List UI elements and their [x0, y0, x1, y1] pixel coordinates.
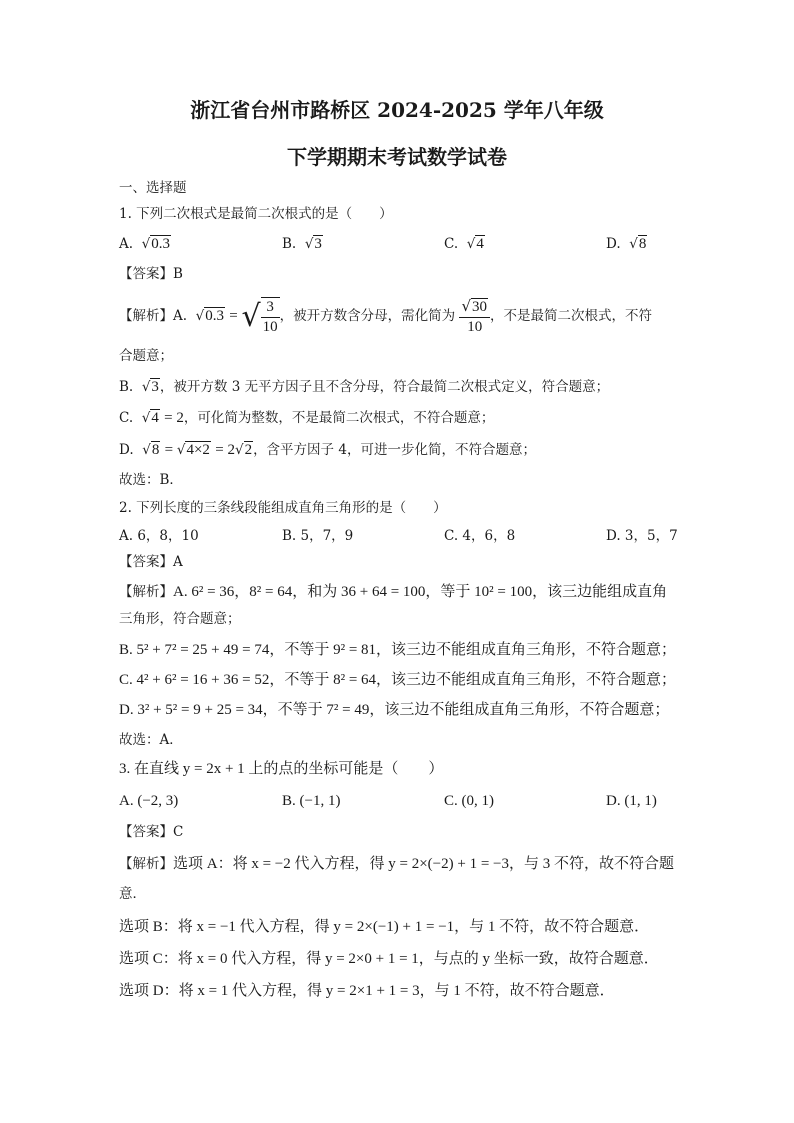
q2-option-c: C. 4，6，8 — [444, 528, 516, 544]
q1-answer: 【答案】B — [119, 266, 183, 282]
q1-option-d: D. √8 — [606, 236, 647, 252]
q3-analysis-b: 选项 B：将 x = −1 代入方程，得 y = 2×(−1) + 1 = −1，与 1 不符，故不符合题意． — [119, 919, 650, 935]
q1-option-c: C. √4 — [444, 236, 484, 252]
q1-analysis-c: C. √4 = 2，可化简为整数，不是最简二次根式，不符合题意； — [119, 410, 495, 426]
q1-analysis-d: D. √8 = √4×2 = 2√2，含平方因子 4，可进一步化简，不符合题意； — [119, 442, 536, 458]
q2-option-d: D. 3，5，7 — [606, 528, 678, 544]
document-title-line2: 下学期期末考试数学试卷 — [287, 145, 507, 169]
q3-option-a: A. (−2, 3) — [119, 793, 179, 809]
q2-answer: 【答案】A — [119, 554, 183, 570]
q3-option-d: D. (1, 1) — [606, 793, 657, 809]
q1-option-b: B. √3 — [282, 236, 322, 252]
q1-analysis-b: B. √3，被开方数 3 无平方因子且不含分母，符合最简二次根式定义，符合题意； — [119, 379, 610, 395]
q3-option-b: B. (−1, 1) — [282, 793, 341, 809]
q2-analysis-a-cont: 三角形，符合题意； — [119, 611, 241, 627]
q2-analysis-c: C. 4² + 6² = 16 + 36 = 52，不等于 8² = 64，该三边不能组成直角三角形，不符合题意； — [119, 672, 677, 688]
q3-option-c: C. (0, 1) — [444, 793, 494, 809]
q2-analysis-a: 【解析】A. 6² = 36，8² = 64，和为 36 + 64 = 100，等于 10² = 100，该三边能组成直角 — [119, 584, 668, 600]
q3-stem: 3. 在直线 y = 2x + 1 上的点的坐标可能是（ ） — [119, 761, 444, 777]
q2-conclusion: 故选：A． — [119, 732, 183, 748]
q2-stem: 2. 下列长度的三条线段能组成直角三角形的是（ ） — [119, 500, 447, 516]
q3-analysis-c: 选项 C：将 x = 0 代入方程，得 y = 2×0 + 1 = 1，与点的 y 坐标一致，故符合题意． — [119, 951, 659, 967]
q3-analysis-a: 【解析】选项 A：将 x = −2 代入方程，得 y = 2×(−2) + 1 = −3，与 3 不符，故不符合题 — [119, 856, 675, 872]
document-title-line1: 浙江省台州市路桥区 2024-2025 学年八年级 — [190, 98, 604, 122]
q2-analysis-d: D. 3² + 5² = 9 + 25 = 34，不等于 7² = 49，该三边不能组成直角三角形，不符合题意； — [119, 702, 670, 718]
q2-analysis-b: B. 5² + 7² = 25 + 49 = 74，不等于 9² = 81，该三边不能组成直角三角形，不符合题意； — [119, 642, 677, 658]
q2-option-a: A. 6，8，10 — [119, 528, 199, 544]
q1-analysis-a: 【解析】A. √0.3 = √ $\frac{3}{10}$ ，被开方数含分母，需化简为 $\frac{√30}{10}$ ，不是最简二次根式，不符 — [119, 296, 652, 335]
section-heading: 一、选择题 — [119, 180, 187, 196]
q1-option-a: A. √0.3 — [119, 236, 170, 252]
q3-answer: 【答案】C — [119, 824, 184, 840]
q2-option-b: B. 5，7，9 — [282, 528, 354, 544]
q3-analysis-a-cont: 意． — [119, 886, 146, 902]
q3-analysis-d: 选项 D：将 x = 1 代入方程，得 y = 2×1 + 1 = 3，与 1 不符，故不符合题意． — [119, 983, 615, 999]
q1-conclusion: 故选：B． — [119, 472, 183, 488]
q1-stem: 1. 下列二次根式是最简二次根式的是（ ） — [119, 206, 393, 222]
q1-analysis-a-cont: 合题意； — [119, 348, 173, 364]
